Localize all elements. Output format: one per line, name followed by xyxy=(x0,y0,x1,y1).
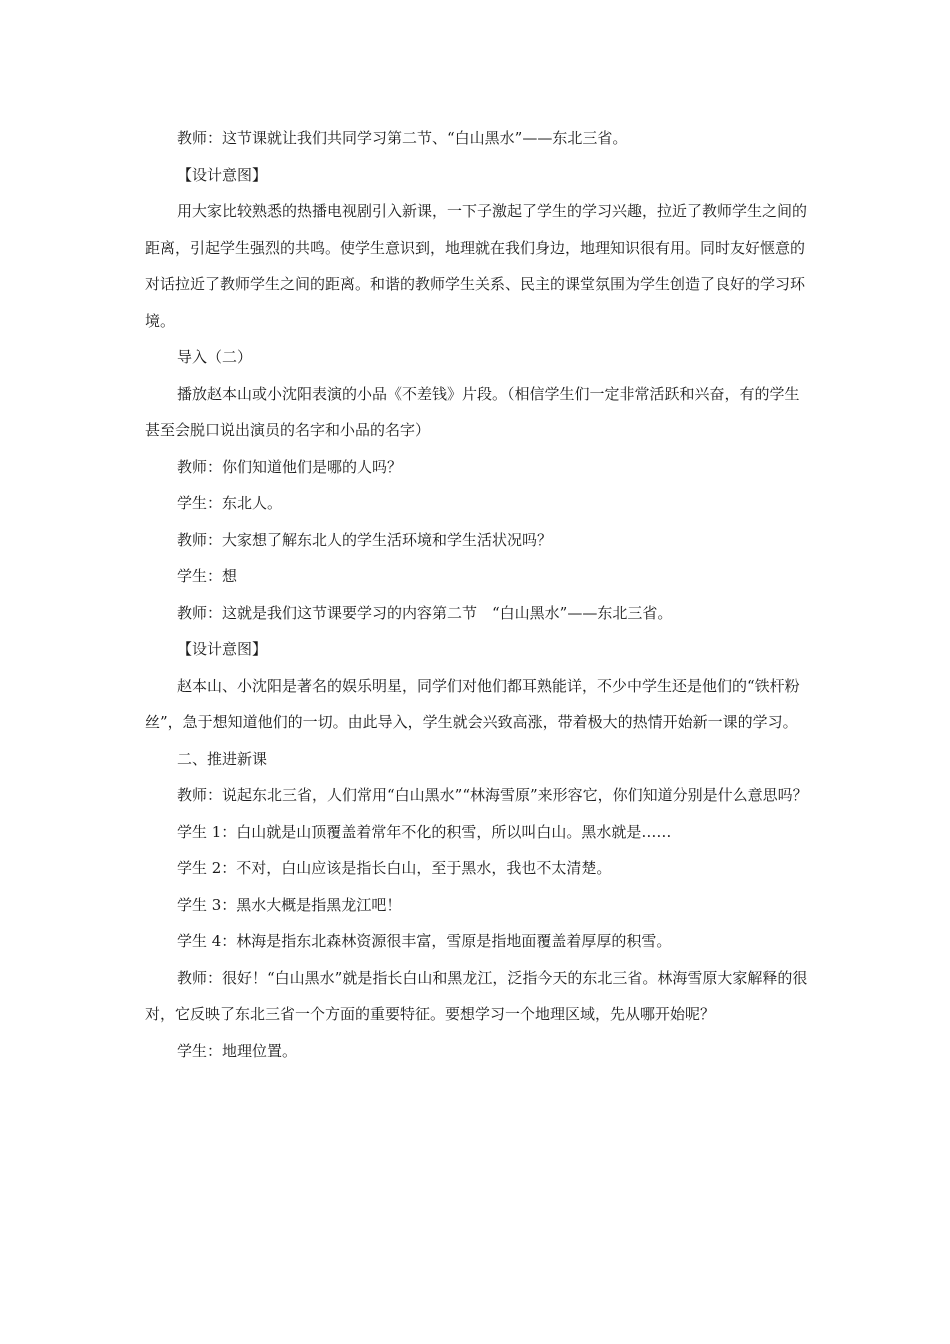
paragraph-dialogue: 教师：你们知道他们是哪的人吗？ xyxy=(177,457,403,476)
document-body xyxy=(145,120,810,1069)
paragraph-dialogue: 学生 3：黑水大概是指黑龙江吧！ xyxy=(177,895,402,914)
paragraph-dialogue: 教师：大家想了解东北人的学生活环境和学生活状况吗？ xyxy=(177,530,553,549)
paragraph-dialogue: 学生：地理位置。 xyxy=(177,1041,298,1060)
paragraph-dialogue: 学生 4：林海是指东北森林资源很丰富，雪原是指地面覆盖着厚厚的积雪。 xyxy=(177,932,672,950)
paragraph-teacher-intro: 教师：这节课就让我们共同学习第二节、“白山黑水”——东北三省。 xyxy=(177,129,628,147)
paragraph-design-intent-heading: 【设计意图】 xyxy=(177,165,268,184)
paragraph-dialogue: 教师：很好！“白山黑水”就是指长白山和黑龙江，泛指今天的东北三省。林海雪原大家解释的很对，它反映了东北三省一个方面的重要特征。要想学习一个地理区域，先从哪开始呢？ xyxy=(145,968,808,1023)
paragraph-dialogue: 学生：想 xyxy=(177,567,238,585)
paragraph-dialogue: 学生 2：不对，白山应该是指长白山，至于黑水，我也不太清楚。 xyxy=(177,859,612,877)
paragraph-dialogue: 教师：说起东北三省，人们常用“白山黑水”“林海雪原”来形容它，你们知道分别是什么意思吗？ xyxy=(177,786,808,804)
paragraph-dialogue: 学生 1：白山就是山顶覆盖着常年不化的积雪，所以叫白山。黑水就是…… xyxy=(177,822,672,841)
paragraph-design-intent-2: 赵本山、小沈阳是著名的娱乐明星，同学们对他们都耳熟能详，不少中学生还是他们的“铁杆粉丝”，急于想知道他们的一切。由此导入，学生就会兴致高涨，带着极大的热情开始新一课的学习。 xyxy=(145,676,800,731)
paragraph-section-heading: 二、推进新课 xyxy=(177,749,268,768)
paragraph-dialogue: 教师：这就是我们这节课要学习的内容第二节 “白山黑水”——东北三省。 xyxy=(177,603,673,622)
paragraph-design-intent-heading: 【设计意图】 xyxy=(177,640,268,658)
paragraph-intro-two-heading: 导入（二） xyxy=(177,348,253,366)
paragraph-play-sketch: 播放赵本山或小沈阳表演的小品《不差钱》片段。（相信学生们一定非常活跃和兴奋，有的学生甚至会脱口说出演员的名字和小品的名字） xyxy=(145,384,800,439)
paragraph-dialogue: 学生：东北人。 xyxy=(177,494,283,512)
paragraph-design-intent-1: 用大家比较熟悉的热播电视剧引入新课，一下子激起了学生的学习兴趣，拉近了教师学生之间的距离，引起学生强烈的共鸣。使学生意识到，地理就在我们身边，地理知识很有用。同时友好惬意的对话拉近了教师学生之间的距离。和谐的教师学生关系、民主的课堂氛围为学生创造了良好的学习环境。 xyxy=(145,202,808,330)
